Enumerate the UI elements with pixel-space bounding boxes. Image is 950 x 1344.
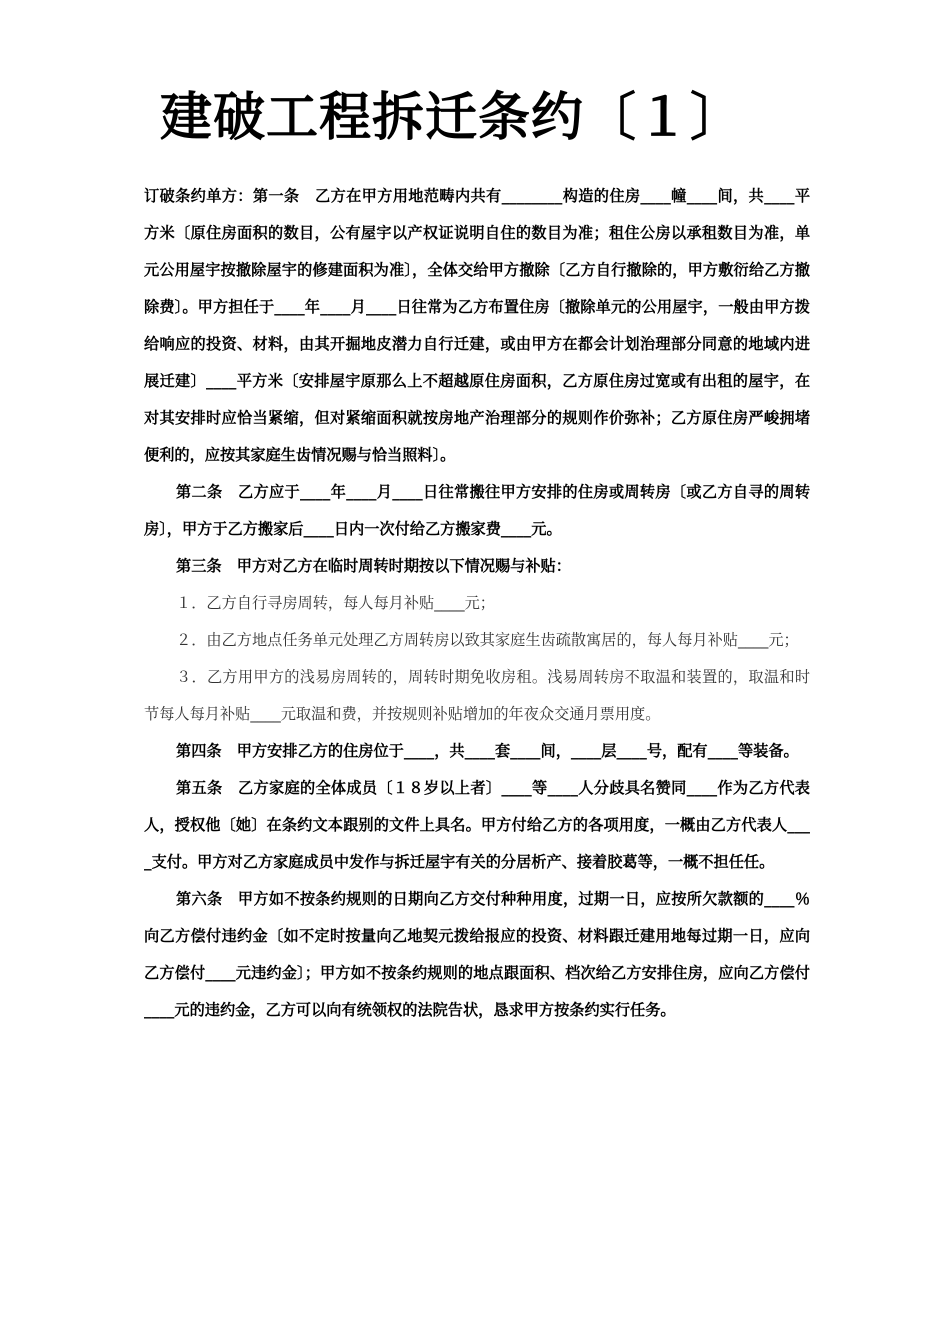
document-title: 建破工程拆迁条约〔１〕 bbox=[160, 87, 744, 148]
clause-3-item-1: １．乙方自行寻房周转，每人每月补贴____元； bbox=[176, 594, 495, 612]
clause-5-paragraph: 第五条 乙方家庭的全体成员〔１８岁以上者〕____等____人分歧具名赞同____作为乙方代表人，授权他〔她〕在条约文本跟别的文件上具名。甲方付给乙方的各项用度，一概由乙方代表人____支付。甲方对乙方家庭成员中发作与拆迁屋宇有关的分居析产、接着胶葛等，一概不担任任。 bbox=[144, 779, 810, 871]
clause-2-paragraph: 第二条 乙方应于____年____月____日往常搬往甲方安排的住房或周转房〔或乙方自寻的周转房〕，甲方于乙方搬家后____日内一次付给乙方搬家费____元。 bbox=[144, 483, 810, 538]
clause-3-item-3: ３．乙方用甲方的浅易房周转的，周转时期免收房租。浅易周转房不取温和装置的，取温和时节每人每月补贴____元取温和费，并按规则补贴增加的年夜众交通月票用度。 bbox=[144, 668, 810, 723]
clause-3-item-2: ２．由乙方地点任务单元处理乙方周转房以致其家庭生齿疏散寓居的，每人每月补贴____元； bbox=[176, 631, 799, 649]
document-body bbox=[144, 178, 810, 1029]
clause-4-paragraph: 第四条 甲方安排乙方的住房位于____，共____套____间，____层____号，配有____等装备。 bbox=[176, 742, 799, 760]
clause-6-paragraph: 第六条 甲方如不按条约规则的日期向乙方交付种种用度，过期一日，应按所欠款额的____％向乙方偿付违约金〔如不定时按量向乙地契元拨给报应的投资、材料跟迁建用地每过期一日，应向乙方偿付____元违约金〕；甲方如不按条约规则的地点跟面积、档次给乙方安排住房，应向乙方偿付____元的违约金，乙方可以向有统领权的法院告状，恳求甲方按条约实行任务。 bbox=[144, 890, 810, 1019]
clause-1-paragraph: 订破条约单方：第一条 乙方在甲方用地范畴内共有________构造的住房____幢____间，共____平方米〔原住房面积的数目，公有屋宇以产权证说明自住的数目为准；租住公房以承租数目为准，单元公用屋宇按撤除屋宇的修建面积为准〕，全体交给甲方撤除〔乙方自行撤除的，甲方敷衍给乙方撤除费〕。甲方担任于____年____月____日往常为乙方布置住房〔撤除单元的公用屋宇，一般由甲方拨给响应的投资、材料，由其开掘地皮潜力自行迁建，或由甲方在都会计划治理部分同意的地域内进展迁建〕____平方米〔安排屋宇原那么上不超越原住房面积，乙方原住房过宽或有出租的屋宇，在对其安排时应恰当紧缩，但对紧缩面积就按房地产治理部分的规则作价弥补；乙方原住房严峻拥堵便利的，应按其家庭生齿情况赐与恰当照料〕。 bbox=[144, 187, 810, 464]
clause-3-heading: 第三条 甲方对乙方在临时周转时期按以下情况赐与补贴： bbox=[176, 557, 571, 575]
